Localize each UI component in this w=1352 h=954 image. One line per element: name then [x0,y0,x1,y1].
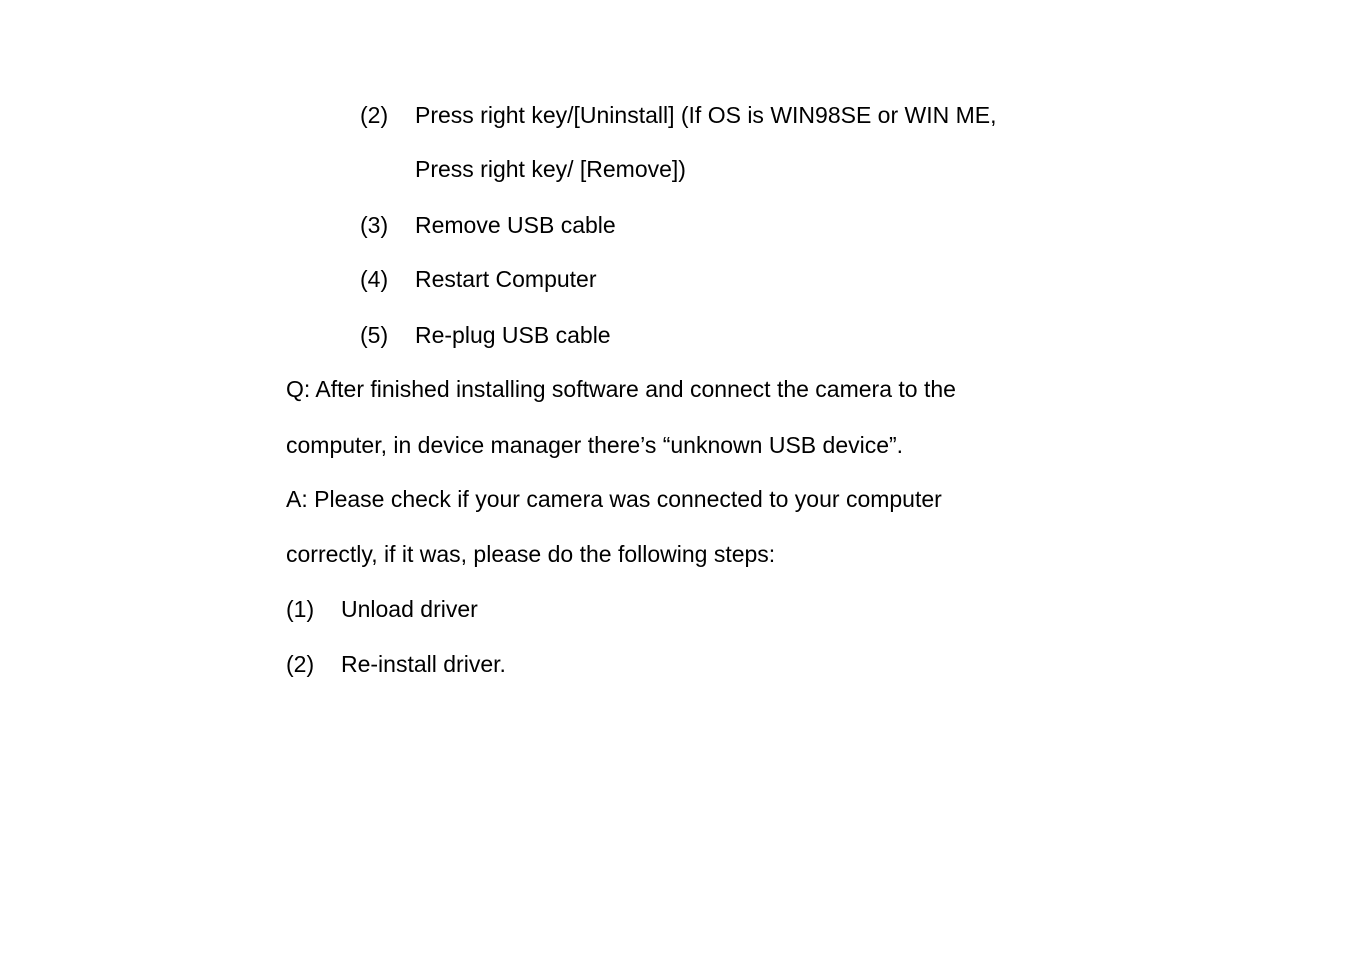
step-number: (5) [360,322,389,348]
answer-line: correctly, if it was, please do the following steps: [286,541,776,567]
step-number: (2) [286,651,315,677]
step-text-continued: Press right key/ [Remove]) [415,156,686,182]
step-text: Re-plug USB cable [415,322,611,348]
question-line: computer, in device manager there’s “unknown USB device”. [286,432,904,458]
step-number: (4) [360,266,389,292]
step-text: Re-install driver. [341,651,506,677]
answer-line: A: Please check if your camera was connected to your computer [286,486,942,512]
step-number: (2) [360,102,389,128]
step-number: (1) [286,596,315,622]
step-text: Remove USB cable [415,212,616,238]
step-number: (3) [360,212,389,238]
step-text: Unload driver [341,596,478,622]
step-text: Press right key/[Uninstall] (If OS is WIN98SE or WIN ME, [415,102,997,128]
question-line: Q: After finished installing software and connect the camera to the [286,376,956,402]
step-text: Restart Computer [415,266,597,292]
